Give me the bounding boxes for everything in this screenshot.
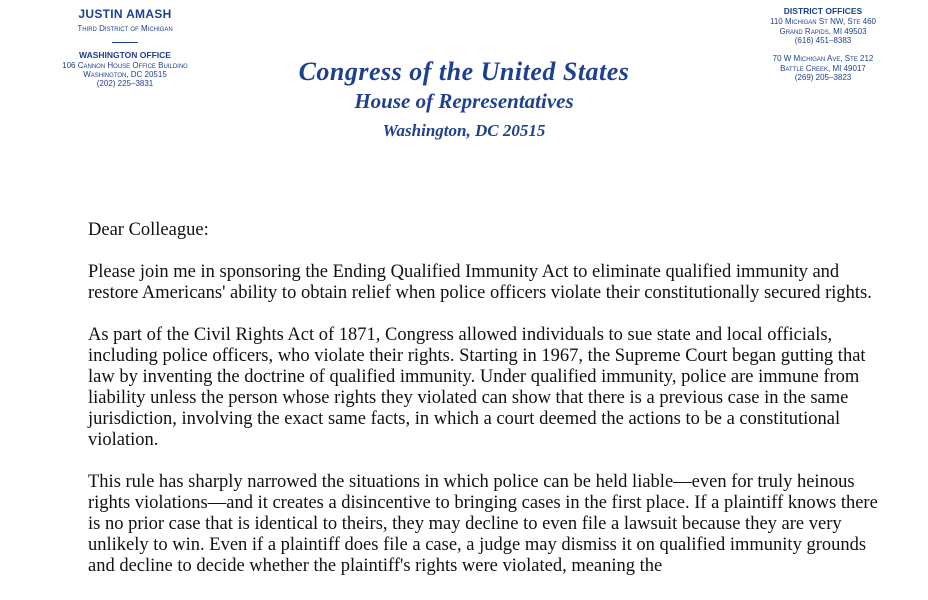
paragraph-1: Please join me in sponsoring the Ending Qualified Immunity Act to eliminate qualified immunity and restore Americans' ability to obtain relief when police officers violate their constitutionally secured rights.: [88, 262, 872, 303]
member-name: JUSTIN AMASH: [78, 7, 172, 21]
washington-address-line2: Washington, DC 20515: [83, 69, 167, 79]
spacer: [738, 46, 908, 54]
washington-address-line1: 106 Cannon House Office Building: [62, 60, 188, 70]
washington-phone: (202) 225–3831: [96, 79, 154, 89]
salutation: Dear Colleague:: [88, 220, 209, 240]
district-office2-phone: (269) 205–3823: [794, 73, 852, 83]
letterhead-center: [250, 58, 678, 142]
congress-title: Congress of the United States: [298, 57, 630, 86]
member-district: Third District of Michigan: [77, 23, 173, 33]
capital-address: Washington, DC 20515: [382, 120, 546, 140]
letter-body: [88, 220, 878, 598]
paragraph-2: As part of the Civil Rights Act of 1871, Congress allowed individuals to sue state and local officials, including police officers, who violate their rights. Starting in 1967, the Supreme Court began gutting that law by inventing the doctrine of qualified immunity. Under qualified immunity, police are immune from liability unless the person whose rights they violated can show that there is a previous case in the same jurisdiction, involving the exact same facts, in which a court deemed the actions to be a constitutional violation.: [88, 325, 866, 450]
letterhead-right: [738, 6, 908, 83]
paragraph-3: This rule has sharply narrowed the situations in which police can be held liable—even for truly heinous rights violations—and it creates a disincentive to bringing cases in the first place. If a plaintiff knows there is no prior case that is identical to theirs, they may decline to even file a lawsuit because they are very unlikely to win. Even if a plaintiff does file a case, a judge may dismiss it on qualified immunity grounds and decline to decide whether the plaintiff's rights were violated, meaning the: [88, 472, 878, 576]
district-offices-title: DISTRICT OFFICES: [783, 6, 863, 16]
washington-office-title: WASHINGTON OFFICE: [79, 49, 171, 60]
divider: [112, 42, 138, 43]
house-title: House of Representatives: [354, 88, 574, 113]
district-office1-line1: 110 Michigan St NW, Ste 460: [770, 17, 876, 27]
district-office2-line1: 70 W Michigan Ave, Ste 212: [772, 53, 874, 63]
district-office1-phone: (616) 451–8383: [794, 36, 852, 46]
district-office2-line2: Battle Creek, MI 49017: [780, 63, 866, 73]
letterhead-left: [40, 8, 210, 88]
district-office1-line2: Grand Rapids, MI 49503: [779, 26, 867, 36]
